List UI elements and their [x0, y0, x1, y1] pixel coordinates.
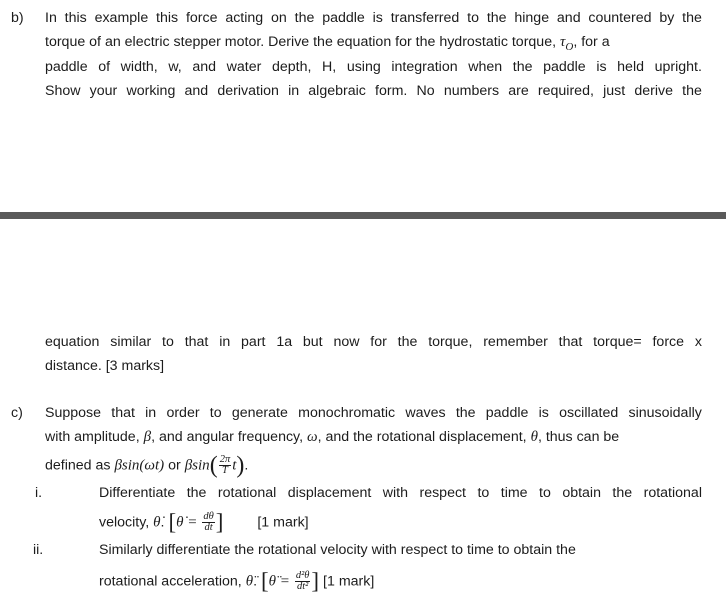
word: on [271, 10, 287, 26]
close-paren: ) [236, 452, 245, 479]
word: transferred [390, 10, 460, 26]
sub-ii-period: . [253, 573, 258, 590]
word: acting [225, 10, 264, 26]
part-c-line-2-a: with amplitude, [45, 429, 140, 445]
word: paddle [543, 59, 586, 75]
sub-i-line-1 [99, 484, 702, 502]
word: No [416, 83, 435, 99]
word: derivation [217, 83, 279, 99]
word: form. [375, 83, 408, 99]
part-c-line-3-a: defined as [45, 457, 111, 474]
part-b-label: b) [11, 10, 24, 26]
d-theta-dt-fraction [202, 512, 214, 533]
word: the [455, 405, 476, 421]
word: Differentiate [99, 485, 176, 501]
fraction-denominator: dt² [296, 581, 309, 592]
word: of [98, 59, 111, 75]
expr-t: t [232, 457, 237, 474]
theta-dot-lhs: θ̇ = [176, 514, 198, 531]
sub-ii-mark: [1 mark] [323, 573, 375, 590]
tau-symbol: τ [560, 34, 566, 50]
word: force [185, 10, 218, 26]
word: paddle [322, 10, 365, 26]
theta-ddot-lhs: θ̈ = [268, 573, 290, 590]
word: integration [391, 59, 458, 75]
part-c-label: c) [11, 405, 23, 421]
sub-i-period: . [160, 514, 165, 531]
continuation-line-1 [45, 333, 702, 351]
word: your [89, 83, 118, 99]
two-pi-over-t-fraction [219, 455, 232, 476]
word: in [288, 83, 300, 99]
word: to [467, 10, 479, 26]
part-c-line-1 [45, 404, 702, 422]
word: water [226, 59, 262, 75]
word: countered [588, 10, 652, 26]
word: paddle [485, 405, 529, 421]
sub-ii-acceleration-text: rotational acceleration, [99, 573, 242, 590]
fraction-denominator: T [222, 465, 228, 476]
word: just [603, 83, 626, 99]
expr-beta-sin-omega-t: βsin(ωt) [114, 457, 165, 474]
word: equation [45, 334, 100, 350]
word: waves [405, 405, 446, 421]
word: respect [419, 485, 466, 501]
sub-ii-label: ii. [33, 542, 44, 558]
word: H, [322, 59, 337, 75]
theta-dot-symbol: θ̇ [153, 514, 161, 531]
part-c-line-3 [45, 452, 249, 479]
fraction-numerator: 2π [219, 454, 231, 465]
part-b-line-2 [45, 33, 705, 56]
word: in [145, 405, 157, 421]
word: this [156, 10, 179, 26]
word: this [64, 10, 87, 26]
word: example [94, 10, 149, 26]
word: is [372, 10, 383, 26]
theta-symbol: θ [530, 429, 538, 445]
word: is [538, 405, 549, 421]
expr-beta-sin: βsin [184, 457, 210, 474]
word: with [382, 485, 409, 501]
word: the [486, 10, 507, 26]
word: algebraic [308, 83, 366, 99]
beta-symbol: β [143, 429, 152, 445]
word: Show [45, 83, 81, 99]
word: to [477, 485, 490, 501]
word: time [500, 485, 528, 501]
word: sinusoidally [628, 405, 702, 421]
word: In [45, 10, 57, 26]
d2-theta-dt2-fraction [295, 571, 311, 592]
word: and [184, 83, 209, 99]
word: to [162, 334, 174, 350]
word: torque, [428, 334, 473, 350]
word: that [184, 334, 209, 350]
word: monochromatic [298, 405, 396, 421]
word: and [192, 59, 217, 75]
open-paren: ( [209, 452, 218, 479]
part-c-line-2-c: , and the rotational displacement, [317, 429, 527, 445]
part-b-line-3 [45, 58, 702, 76]
word: held [617, 59, 644, 75]
word: rotational [217, 485, 277, 501]
fraction-numerator: dθ [203, 511, 214, 522]
word: that [111, 405, 135, 421]
word: remember [483, 334, 548, 350]
fraction-denominator: dt [204, 522, 213, 533]
word: obtain [562, 485, 601, 501]
part-c-line-2 [45, 428, 619, 446]
close-bracket: ] [311, 568, 320, 594]
word: working [126, 83, 176, 99]
word: now [333, 334, 360, 350]
word: the [294, 10, 315, 26]
word: is [596, 59, 607, 75]
word: the [612, 485, 633, 501]
word: similar [110, 334, 152, 350]
word: oscillated [559, 405, 619, 421]
word: hinge [514, 10, 550, 26]
open-bracket: [ [168, 509, 177, 535]
open-bracket: [ [260, 568, 269, 594]
close-bracket: ] [215, 509, 224, 535]
word: depth, [271, 59, 312, 75]
word: x [694, 334, 702, 350]
word: to [209, 405, 222, 421]
part-c-line-3-end: . [244, 457, 249, 474]
word: in [219, 334, 231, 350]
word: required, [537, 83, 594, 99]
word: the [682, 10, 702, 26]
word: generate [231, 405, 288, 421]
word: using [346, 59, 381, 75]
part-b-line-1 [45, 9, 702, 27]
sub-i-velocity-text: velocity, [99, 514, 150, 531]
tau-subscript: O [565, 40, 574, 53]
word: part [241, 334, 266, 350]
word: 1a [276, 334, 293, 350]
word: that [558, 334, 583, 350]
sub-ii-line-2 [99, 568, 375, 594]
word: rotational [643, 485, 702, 501]
word: numbers [443, 83, 500, 99]
part-c-line-2-d: , thus can be [537, 429, 620, 445]
word: order [166, 405, 200, 421]
word: Suppose [45, 405, 102, 421]
word: force [652, 334, 685, 350]
word: paddle [45, 59, 88, 75]
sub-i-line-2 [99, 509, 309, 535]
word: the [682, 83, 702, 99]
part-b-line-4 [45, 82, 702, 100]
omega-symbol: ω [307, 429, 318, 445]
word: derive [634, 83, 673, 99]
word: width, [120, 59, 158, 75]
page-divider [0, 212, 726, 219]
word: but [302, 334, 323, 350]
word: displacement [287, 485, 372, 501]
word: torque= [593, 334, 642, 350]
word: upright. [654, 59, 702, 75]
word: to [539, 485, 551, 501]
sub-ii-line-1: Similarly differentiate the rotational velocity with respect to time to obtain the [99, 542, 576, 558]
word: when [468, 59, 503, 75]
word: are [508, 83, 529, 99]
theta-ddot-symbol: θ̈ [245, 573, 254, 590]
part-b-line-2-text: torque of an electric stepper motor. Derive the equation for the hydrostatic torque, [45, 34, 557, 50]
word: for [370, 334, 387, 350]
sub-i-mark: [1 mark] [257, 514, 309, 531]
sub-i-label: i. [35, 485, 43, 501]
word: by [659, 10, 675, 26]
continuation-line-2: distance. [3 marks] [45, 358, 165, 374]
fraction-numerator: d²θ [295, 570, 310, 581]
word: the [512, 59, 533, 75]
part-b-line-2-end: , for a [573, 34, 610, 50]
word: w, [168, 59, 182, 75]
word: and [556, 10, 581, 26]
part-c-line-2-b: , and angular frequency, [151, 429, 304, 445]
word: the [186, 485, 207, 501]
part-c-line-3-or: or [168, 457, 181, 474]
word: the [397, 334, 418, 350]
